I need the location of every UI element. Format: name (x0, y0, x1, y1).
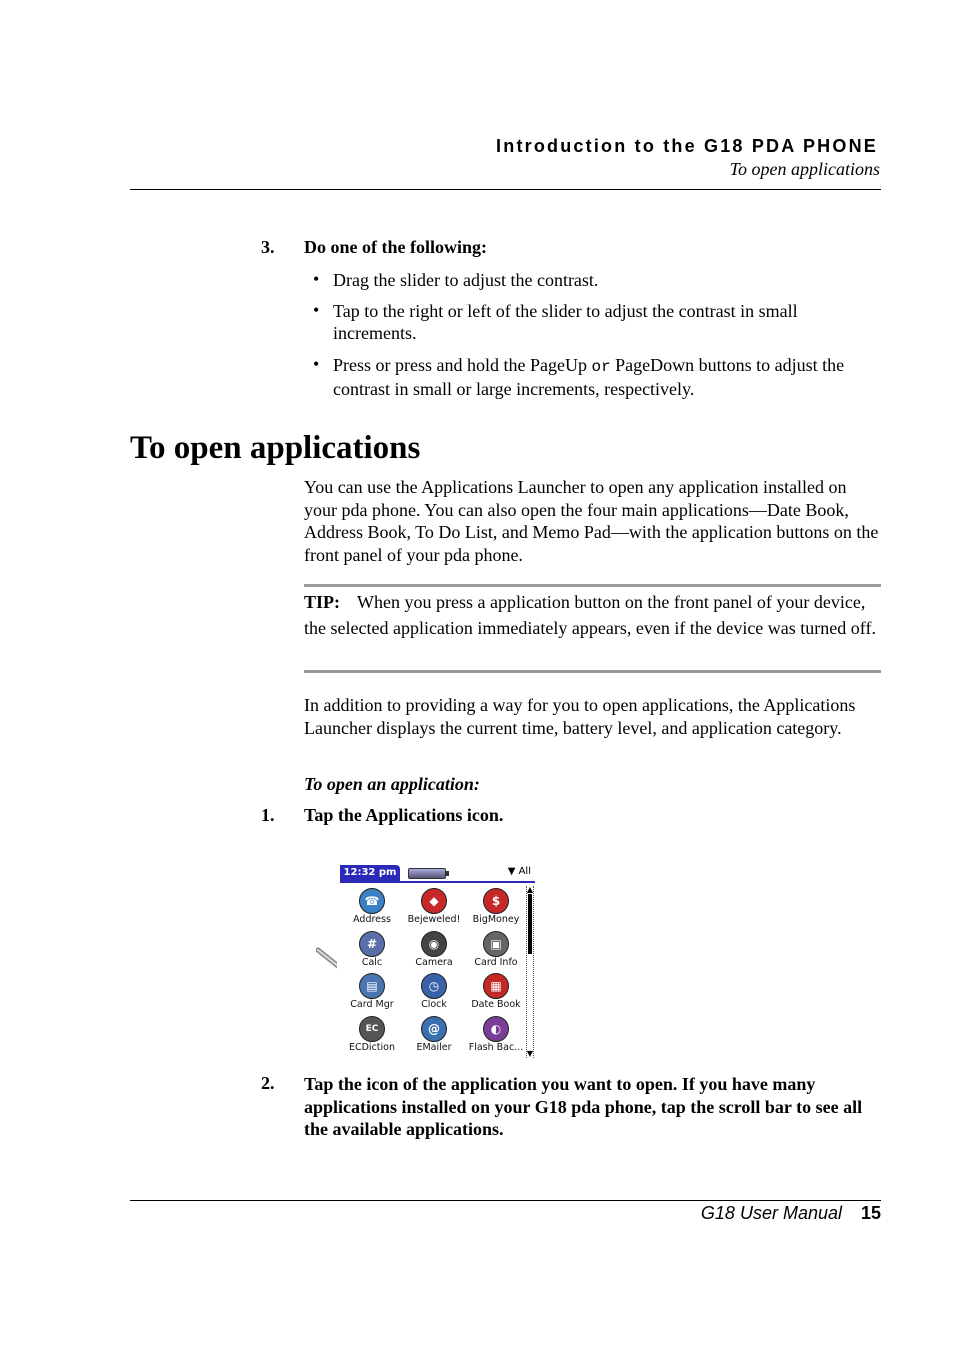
app-icon-clock[interactable] (403, 971, 465, 1013)
app-glyph-icon: ▤ (359, 973, 385, 999)
app-label: Date Book (471, 999, 521, 1010)
app-label: Calc (361, 956, 383, 968)
app-label: Card Mgr (350, 999, 394, 1010)
battery-icon (408, 868, 446, 879)
app-icon-calc[interactable] (341, 929, 403, 971)
pda-title-underline (340, 881, 535, 883)
app-glyph-icon: ☎ (359, 888, 385, 914)
app-label: Bejeweled! (407, 914, 461, 925)
app-icon-card-info[interactable] (465, 929, 527, 971)
app-icon-bejeweled[interactable] (403, 886, 465, 928)
app-icon-address[interactable] (341, 886, 403, 928)
app-icon-date-book[interactable] (465, 971, 527, 1013)
tip-box (304, 590, 881, 641)
step-1-text: Tap the Applications icon. (304, 805, 504, 825)
bullet-item: Tap to the right or left of the slider to adjust the contrast in small increments. (333, 301, 798, 343)
header-rule (130, 189, 881, 190)
footer-manual-title: G18 User Manual (700, 1203, 842, 1223)
app-glyph-icon: EC (359, 1016, 385, 1042)
section-heading: To open applications (130, 430, 421, 466)
app-glyph-icon: ◆ (421, 888, 447, 914)
app-label: Card Info (474, 956, 518, 968)
app-label: Flash Bac... (468, 1041, 524, 1053)
scroll-thumb[interactable] (528, 894, 532, 954)
category-label: All (518, 866, 531, 877)
app-glyph-icon: ◷ (421, 973, 447, 999)
pda-time: 12:32 pm (340, 865, 400, 881)
pda-launcher-screenshot (337, 864, 536, 1060)
app-glyph-icon: $ (483, 888, 509, 914)
app-icon-flash-bac[interactable] (465, 1014, 527, 1056)
page-number: 15 (860, 1203, 881, 1223)
app-glyph-icon: ▣ (483, 931, 509, 957)
chapter-title: Introduction to the G18 PDA PHONE (496, 136, 878, 156)
footer-rule (130, 1200, 881, 1201)
app-label: EMailer (416, 1041, 452, 1053)
app-icon-camera[interactable] (403, 929, 465, 971)
step-1-number: 1. (261, 805, 275, 825)
step-2-text: Tap the icon of the application you want to open. If you have many applications installed on your G18 pda phone, tap the scroll bar to see all the available applications. (304, 1074, 863, 1139)
bullet-marker: • (313, 269, 320, 289)
step-2-number: 2. (261, 1073, 275, 1093)
pda-scrollbar[interactable] (526, 886, 534, 1058)
step-3-number: 3. (261, 237, 275, 257)
launcher-paragraph: In addition to providing a way for you to open applications, the Applications Launcher displays the current time, battery level, and application category. (304, 695, 856, 738)
scroll-down-icon[interactable]: ▼ (526, 1049, 533, 1058)
section-subtitle: To open applications (729, 159, 880, 179)
intro-paragraph: You can use the Applications Launcher to open any application installed on your pda phone. You can also open the four main applications—Date Book, Address Book, To Do List, and Memo Pad—with the application buttons on the front panel of your pda phone. (304, 477, 879, 565)
app-glyph-icon: @ (421, 1016, 447, 1042)
bullet-item (333, 354, 863, 400)
app-glyph-icon: ▦ (483, 973, 509, 999)
bullet-item: Drag the slider to adjust the contrast. (333, 270, 599, 290)
app-icon-emailer[interactable] (403, 1014, 465, 1056)
procedure-title: To open an application: (304, 774, 480, 794)
bullet-marker: • (313, 354, 320, 374)
app-label: BigMoney (472, 914, 520, 925)
app-label: Address (353, 914, 391, 925)
app-icon-card-mgr[interactable] (341, 971, 403, 1013)
category-dropdown[interactable] (508, 866, 531, 877)
app-label: Camera (415, 956, 453, 968)
bullet-marker: • (313, 300, 320, 320)
app-glyph-icon: ◉ (421, 931, 447, 957)
scroll-up-icon[interactable]: ▲ (526, 885, 533, 894)
bullet-text-part: Press or press and hold the PageUp (333, 355, 592, 375)
app-icon-bigmoney[interactable] (465, 886, 527, 928)
app-label: Clock (421, 999, 447, 1010)
tip-bottom-rule (304, 670, 881, 673)
app-icon-ecdiction[interactable] (341, 1014, 403, 1056)
pda-title-bar (340, 865, 533, 883)
app-glyph-icon: # (359, 931, 385, 957)
step-3-heading: Do one of the following: (304, 237, 487, 257)
tip-text: When you press a application button on the front panel of your device, the selected application immediately appears, even if the device was turned off. (304, 592, 876, 638)
inline-code-or: or (591, 358, 611, 376)
tip-top-rule (304, 584, 881, 587)
dropdown-arrow-icon: ▼ (507, 866, 516, 877)
tip-label: TIP: (304, 592, 340, 612)
app-glyph-icon: ◐ (483, 1016, 509, 1042)
bullet-text-part: PageDown buttons to adjust the contrast in small or large increments, respectively. (333, 355, 845, 399)
app-label: ECDiction (348, 1041, 395, 1053)
